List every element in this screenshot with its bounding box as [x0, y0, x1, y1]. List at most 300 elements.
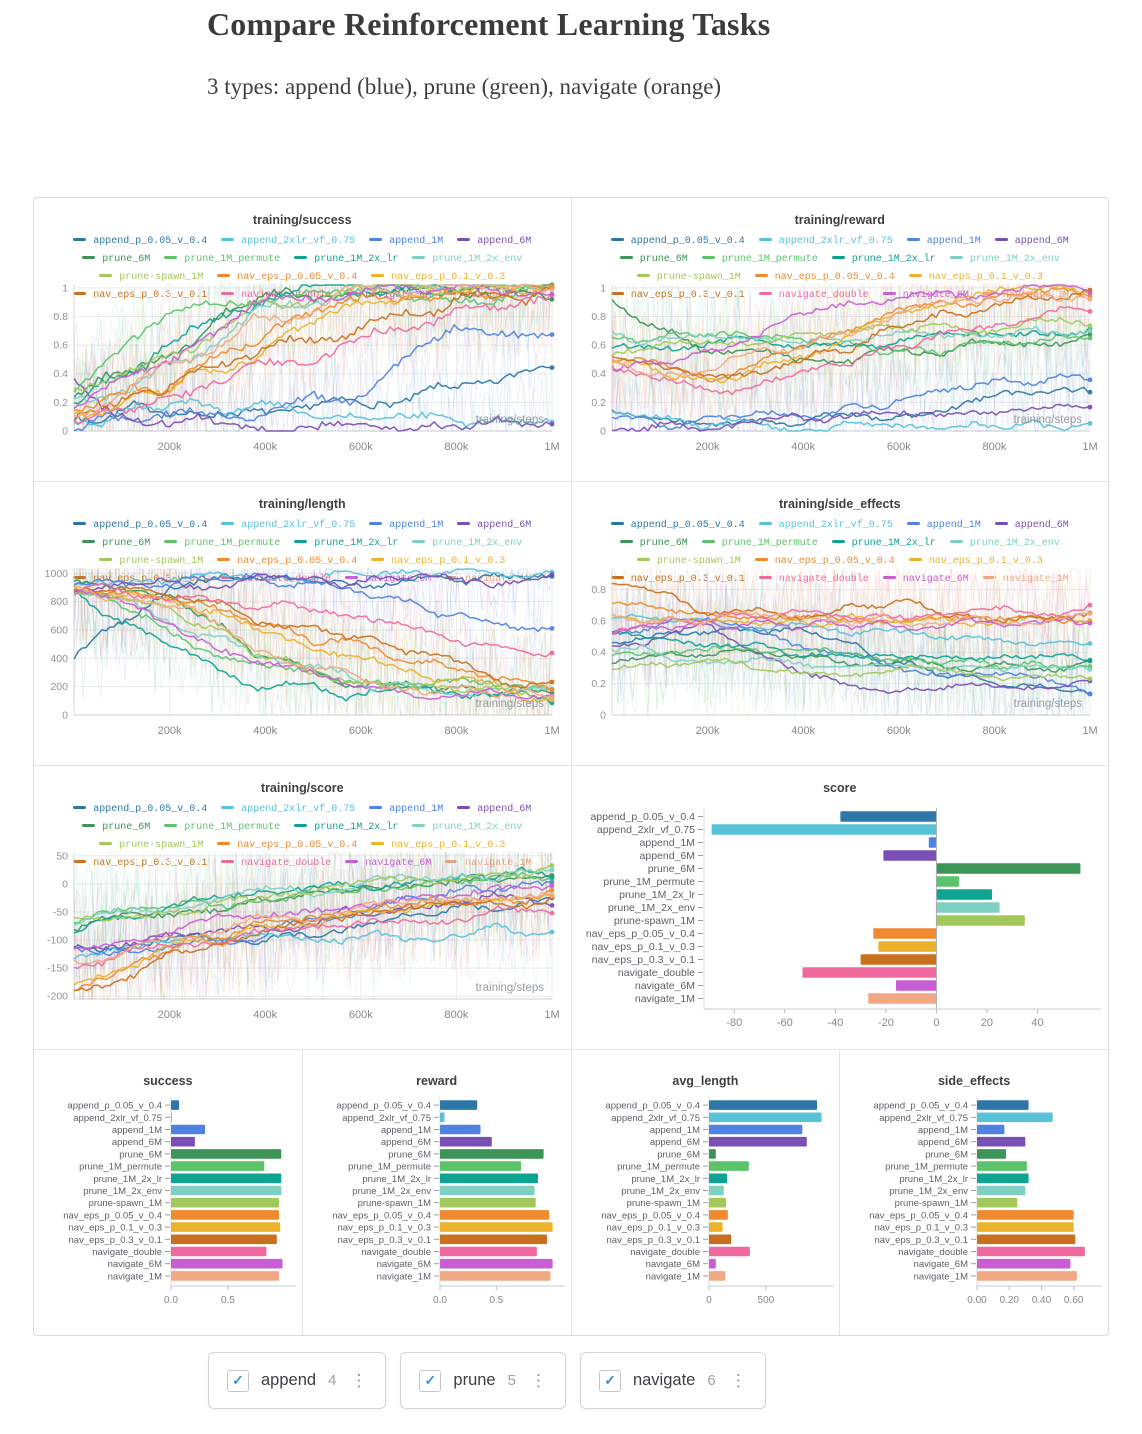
panel-training-length [34, 482, 572, 765]
bar-navigate_double[interactable] [709, 1247, 750, 1257]
bar-append_1M[interactable] [929, 837, 937, 848]
y-tick-label: -150 [47, 962, 69, 975]
legend-run-name: prune_1M_permute [721, 254, 818, 265]
y-tick-label: 1 [599, 282, 606, 295]
bar-append_p_0.05_v_0.4[interactable] [840, 811, 936, 822]
legend-run-name: append_p_0.05_v_0.4 [630, 520, 745, 531]
legend-run-name: nav_eps_p_0.05_v_0.4 [237, 272, 358, 283]
bar-prune_1M_permute[interactable] [440, 1161, 521, 1171]
x-tick-label: 200k [157, 441, 182, 453]
bar-nav_eps_p_0.1_v_0.3[interactable] [709, 1222, 723, 1232]
checkbox-checked-icon[interactable]: ✓ [599, 1370, 621, 1392]
legend-item-prune_1M_permute[interactable] [702, 252, 818, 267]
bar-label-append_2xlr_vf_0.75: append_2xlr_vf_0.75 [610, 1112, 700, 1124]
legend-item-prune_1M_2x_lr[interactable] [294, 536, 398, 551]
bar-nav_eps_p_0.3_v_0.1[interactable] [171, 1235, 277, 1245]
filter-label: navigate [632, 1371, 696, 1389]
legend-run-name: nav_eps_p_0.3_v_0.1 [93, 290, 208, 301]
legend-swatch [99, 558, 112, 561]
legend-swatch [702, 540, 715, 543]
legend-item-prune_6M[interactable] [620, 252, 688, 267]
x-tick-label: 40 [1031, 1017, 1044, 1029]
legend-run-name: prune-spawn_1M [656, 272, 741, 283]
bar-chart-plot[interactable] [37, 1091, 299, 1323]
bar-navigate_1M[interactable] [977, 1271, 1077, 1281]
bar-prune_1M_2x_env[interactable] [709, 1186, 724, 1196]
chart-title: reward [416, 1074, 458, 1088]
page-title: Compare Reinforcement Learning Tasks [207, 6, 771, 42]
x-tick-label: 800k [444, 441, 469, 453]
legend-item-nav_eps_p_0.1_v_0.3[interactable] [371, 838, 505, 853]
bar-label-prune-spawn_1M: prune-spawn_1M [88, 1198, 162, 1210]
bar-label-prune_6M: prune_6M [656, 1149, 700, 1161]
bar-append_6M[interactable] [440, 1137, 492, 1147]
line-end-dot [550, 292, 555, 297]
legend-item-prune_1M_permute[interactable] [702, 536, 818, 551]
legend-item-append_1M[interactable] [369, 518, 443, 533]
line-end-dot [1087, 328, 1092, 333]
bar-prune-spawn_1M[interactable] [440, 1198, 536, 1208]
legend-item-nav_eps_p_0.1_v_0.3[interactable] [371, 270, 505, 285]
line-end-dot [1087, 290, 1092, 295]
bar-prune_1M_2x_lr[interactable] [440, 1174, 538, 1184]
x-tick-label: 1M [544, 441, 560, 453]
bar-navigate_1M[interactable] [171, 1271, 279, 1281]
legend-run-name: prune_6M [102, 822, 151, 833]
bar-nav_eps_p_0.3_v_0.1[interactable] [860, 954, 936, 965]
y-tick-label: 0 [62, 709, 69, 722]
legend-swatch [73, 522, 86, 525]
page-subtitle: 3 types: append (blue), prune (green), navigate (orange) [207, 74, 722, 99]
bar-navigate_double[interactable] [171, 1247, 267, 1257]
x-tick-label: 0.60 [1064, 1295, 1084, 1306]
legend-run-name: navigate_double [241, 290, 332, 301]
bar-label-append_6M: append_6M [649, 1137, 700, 1149]
legend-item-append_1M[interactable] [907, 518, 981, 533]
x-tick-label: 800k [444, 1009, 469, 1021]
bar-prune_1M_2x_lr[interactable] [709, 1174, 727, 1184]
legend-run-name: prune_1M_2x_env [432, 538, 523, 549]
kebab-menu-icon[interactable]: ⋮ [350, 1371, 368, 1390]
legend-swatch [620, 256, 633, 259]
bar-append_1M[interactable] [440, 1125, 481, 1135]
bar-prune-spawn_1M[interactable] [171, 1198, 279, 1208]
bar-append_p_0.05_v_0.4[interactable] [440, 1100, 477, 1110]
x-tick-label: 400k [253, 441, 278, 453]
bar-nav_eps_p_0.3_v_0.1[interactable] [977, 1235, 1075, 1245]
bar-label-append_2xlr_vf_0.75: append_2xlr_vf_0.75 [879, 1112, 969, 1124]
bar-append_p_0.05_v_0.4[interactable] [977, 1100, 1029, 1110]
legend-swatch [457, 238, 470, 241]
legend-swatch [620, 540, 633, 543]
y-tick-label: 0.4 [591, 368, 606, 381]
bar-nav_eps_p_0.1_v_0.3[interactable] [977, 1222, 1074, 1232]
legend-run-name: prune_1M_2x_env [432, 254, 523, 265]
bar-prune_1M_2x_env[interactable] [936, 902, 999, 913]
bar-navigate_double[interactable] [802, 967, 936, 978]
run-group-filters [208, 1352, 766, 1409]
legend-item-append_2xlr_vf_0.75[interactable] [221, 802, 355, 817]
x-tick-label: 20 [980, 1017, 993, 1029]
bar-prune_1M_permute[interactable] [171, 1161, 264, 1171]
legend-swatch [369, 806, 382, 809]
legend-item-nav_eps_p_0.05_v_0.4[interactable] [755, 554, 895, 569]
bar-label-nav_eps_p_0.3_v_0.1: nav_eps_p_0.3_v_0.1 [874, 1234, 969, 1246]
legend-item-append_2xlr_vf_0.75[interactable] [759, 518, 893, 533]
legend-run-name: append_p_0.05_v_0.4 [630, 236, 745, 247]
legend-item-nav_eps_p_0.1_v_0.3[interactable] [909, 554, 1043, 569]
bar-prune_6M[interactable] [936, 863, 1080, 874]
line-end-dot [550, 365, 555, 370]
line-end-dot [1087, 297, 1092, 302]
line-end-dot [550, 893, 555, 898]
bar-label-navigate_6M: navigate_6M [376, 1259, 431, 1271]
bar-label-nav_eps_p_0.05_v_0.4: nav_eps_p_0.05_v_0.4 [63, 1210, 162, 1222]
bar-prune_1M_2x_env[interactable] [977, 1186, 1025, 1196]
legend-run-name: prune-spawn_1M [119, 556, 204, 567]
legend-run-name: nav_eps_p_0.3_v_0.1 [630, 574, 745, 585]
legend-item-nav_eps_p_0.3_v_0.1[interactable] [73, 856, 207, 871]
line-end-dot [550, 911, 555, 916]
y-tick-label: 0 [62, 878, 69, 891]
bar-prune_1M_permute[interactable] [977, 1161, 1027, 1171]
bar-label-prune_1M_permute: prune_1M_permute [603, 876, 695, 888]
panel-training-success [34, 198, 572, 481]
bar-label-prune_1M_2x_lr: prune_1M_2x_lr [362, 1173, 431, 1185]
bar-label-nav_eps_p_0.3_v_0.1: nav_eps_p_0.3_v_0.1 [606, 1234, 700, 1246]
line-chart-plot[interactable] [575, 565, 1106, 741]
legend-item-prune-spawn_1M[interactable] [637, 270, 741, 285]
bar-prune_6M[interactable] [709, 1149, 716, 1159]
line-chart-plot[interactable] [37, 565, 568, 741]
y-tick-label: 0.6 [53, 339, 69, 352]
bar-label-prune_1M_permute: prune_1M_permute [79, 1161, 162, 1173]
legend-item-append_2xlr_vf_0.75[interactable] [221, 234, 355, 249]
y-tick-label: 800 [50, 596, 69, 609]
bar-prune_1M_2x_lr[interactable] [171, 1174, 281, 1184]
bar-append_6M[interactable] [883, 850, 936, 861]
legend-item-nav_eps_p_0.05_v_0.4[interactable] [755, 270, 895, 285]
bar-label-nav_eps_p_0.05_v_0.4: nav_eps_p_0.05_v_0.4 [331, 1210, 431, 1222]
line-chart-plot[interactable] [37, 849, 568, 1025]
kebab-menu-icon[interactable]: ⋮ [529, 1371, 547, 1390]
legend-item-prune-spawn_1M[interactable] [99, 270, 203, 285]
legend-swatch [294, 824, 307, 827]
bar-append_1M[interactable] [171, 1125, 205, 1135]
legend-item-prune_1M_2x_lr[interactable] [294, 252, 398, 267]
legend-swatch [371, 842, 384, 845]
bar-append_6M[interactable] [171, 1137, 195, 1147]
legend-item-prune-spawn_1M[interactable] [99, 554, 203, 569]
legend-item-prune_6M[interactable] [620, 536, 688, 551]
bar-chart-plot[interactable] [843, 1091, 1105, 1323]
legend-item-nav_eps_p_0.05_v_0.4[interactable] [217, 554, 357, 569]
legend-item-prune_6M[interactable] [82, 536, 150, 551]
bar-navigate_1M[interactable] [709, 1271, 726, 1281]
bar-nav_eps_p_0.05_v_0.4[interactable] [977, 1210, 1074, 1220]
legend-item-prune_1M_2x_lr[interactable] [832, 536, 936, 551]
legend-item-append_2xlr_vf_0.75[interactable] [221, 518, 355, 533]
x-tick-label: 600k [886, 441, 911, 453]
bar-nav_eps_p_0.1_v_0.3[interactable] [171, 1222, 280, 1232]
x-tick-label: 200k [695, 441, 720, 453]
bar-chart-plot[interactable] [575, 1091, 837, 1323]
legend-swatch [221, 522, 234, 525]
bar-navigate_6M[interactable] [171, 1259, 283, 1269]
bar-nav_eps_p_0.3_v_0.1[interactable] [440, 1235, 547, 1245]
bar-label-append_6M: append_6M [111, 1137, 162, 1149]
legend-item-prune-spawn_1M[interactable] [637, 554, 741, 569]
x-tick-label: 800k [982, 441, 1007, 453]
x-tick-label: 200k [157, 1009, 182, 1021]
chart-title: training/reward [794, 213, 885, 227]
bar-label-append_6M: append_6M [918, 1137, 969, 1149]
bar-navigate_6M[interactable] [977, 1259, 1070, 1269]
legend-item-append_6M[interactable] [457, 234, 531, 249]
panel-row-2 [34, 482, 1108, 766]
legend-run-name: append_2xlr_vf_0.75 [241, 236, 356, 247]
bar-prune_1M_permute[interactable] [936, 876, 959, 887]
legend-item-append_6M[interactable] [995, 234, 1069, 249]
legend-swatch [294, 256, 307, 259]
bar-nav_eps_p_0.05_v_0.4[interactable] [171, 1210, 279, 1220]
bar-label-nav_eps_p_0.3_v_0.1: nav_eps_p_0.3_v_0.1 [68, 1234, 162, 1246]
bar-append_6M[interactable] [709, 1137, 807, 1147]
legend-item-prune_1M_permute[interactable] [164, 252, 280, 267]
line-end-dot [1087, 336, 1092, 341]
bar-nav_eps_p_0.1_v_0.3[interactable] [440, 1222, 553, 1232]
x-tick-label: 1M [544, 725, 560, 737]
legend-run-name: prune_1M_permute [184, 254, 281, 265]
legend-item-append_1M[interactable] [369, 802, 443, 817]
legend-run-name: prune_1M_2x_lr [314, 822, 399, 833]
legend-item-nav_eps_p_0.1_v_0.3[interactable] [909, 270, 1043, 285]
bar-label-prune-spawn_1M: prune-spawn_1M [626, 1198, 700, 1210]
legend-item-prune_1M_permute[interactable] [164, 536, 280, 551]
legend-run-name: prune-spawn_1M [119, 272, 204, 283]
legend-swatch [611, 238, 624, 241]
y-tick-label: 1 [62, 282, 69, 295]
legend-item-append_p_0.05_v_0.4[interactable] [611, 234, 745, 249]
bar-navigate_double[interactable] [440, 1247, 537, 1257]
kebab-menu-icon[interactable]: ⋮ [729, 1371, 747, 1390]
legend-swatch [995, 238, 1008, 241]
bar-append_2xlr_vf_0.75[interactable] [977, 1113, 1053, 1123]
legend-item-prune_1M_2x_env[interactable] [950, 536, 1060, 551]
legend-item-append_6M[interactable] [457, 802, 531, 817]
x-tick-label: -60 [776, 1017, 793, 1029]
bar-prune-spawn_1M[interactable] [709, 1198, 726, 1208]
legend-swatch [759, 292, 772, 295]
x-tick-label: -40 [827, 1017, 844, 1029]
bar-navigate_double[interactable] [977, 1247, 1085, 1257]
bar-label-append_p_0.05_v_0.4: append_p_0.05_v_0.4 [336, 1100, 431, 1112]
y-tick-label: 0 [62, 425, 69, 438]
x-tick-label: -20 [877, 1017, 894, 1029]
panel-avg-length-bar [572, 1050, 841, 1335]
legend-swatch [759, 522, 772, 525]
bar-prune_1M_2x_lr[interactable] [977, 1174, 1029, 1184]
bar-nav_eps_p_0.1_v_0.3[interactable] [878, 941, 936, 952]
panel-reward-bar [303, 1050, 572, 1335]
bar-prune_1M_2x_lr[interactable] [936, 889, 992, 900]
x-tick-label: 800k [982, 725, 1007, 737]
x-tick-label: 600k [349, 725, 373, 737]
bar-nav_eps_p_0.05_v_0.4[interactable] [709, 1210, 728, 1220]
x-tick-label: 200k [157, 725, 182, 737]
legend-item-prune_6M[interactable] [82, 820, 150, 835]
bar-append_1M[interactable] [709, 1125, 802, 1135]
bar-nav_eps_p_0.3_v_0.1[interactable] [709, 1235, 731, 1245]
bar-label-navigate_double: navigate_double [92, 1247, 162, 1258]
legend-item-append_6M[interactable] [457, 518, 531, 533]
x-tick-label: 400k [253, 1009, 278, 1021]
legend-run-name: prune_6M [102, 538, 151, 549]
legend-item-append_1M[interactable] [369, 234, 443, 249]
legend-run-name: navigate_6M [365, 290, 432, 301]
bar-label-prune-spawn_1M: prune-spawn_1M [357, 1198, 431, 1210]
bar-append_p_0.05_v_0.4[interactable] [171, 1100, 179, 1110]
filter-chip-prune[interactable] [400, 1352, 566, 1409]
bar-prune_1M_2x_env[interactable] [440, 1186, 535, 1196]
legend-swatch [755, 274, 768, 277]
line-end-dot [550, 287, 555, 292]
legend-run-name: prune_1M_2x_lr [851, 254, 936, 265]
legend-item-prune_1M_2x_lr[interactable] [832, 252, 936, 267]
x-tick-label: 0 [705, 1295, 712, 1306]
bar-navigate_6M[interactable] [440, 1259, 553, 1269]
legend-run-name: append_6M [477, 804, 532, 815]
legend-item-prune_1M_2x_env[interactable] [412, 820, 522, 835]
legend-swatch [217, 274, 230, 277]
x-tick-label: 500 [757, 1295, 774, 1306]
legend-swatch [217, 842, 230, 845]
bar-label-append_6M: append_6M [380, 1137, 431, 1149]
line-end-dot [550, 875, 555, 880]
x-tick-label: 600k [349, 1009, 373, 1021]
bar-append_2xlr_vf_0.75[interactable] [709, 1113, 822, 1123]
legend-swatch [73, 806, 86, 809]
bar-label-nav_eps_p_0.1_v_0.3: nav_eps_p_0.1_v_0.3 [68, 1222, 162, 1234]
bar-prune-spawn_1M[interactable] [977, 1198, 1017, 1208]
bar-append_6M[interactable] [977, 1137, 1025, 1147]
legend-swatch [759, 238, 772, 241]
bar-label-nav_eps_p_0.1_v_0.3: nav_eps_p_0.1_v_0.3 [337, 1222, 431, 1234]
bar-append_2xlr_vf_0.75[interactable] [440, 1113, 445, 1123]
x-tick-label: 800k [444, 725, 469, 737]
bar-chart-plot[interactable] [575, 798, 1106, 1038]
legend-run-name: append_2xlr_vf_0.75 [241, 804, 356, 815]
y-tick-label: 200 [50, 681, 69, 694]
legend-run-name: prune_1M_2x_lr [314, 538, 399, 549]
checkbox-checked-icon[interactable]: ✓ [419, 1370, 441, 1392]
filter-chip-navigate[interactable] [580, 1352, 766, 1409]
legend-run-name: nav_eps_p_0.1_v_0.3 [391, 556, 506, 567]
legend-run-name: nav_eps_p_0.1_v_0.3 [928, 272, 1043, 283]
bar-navigate_6M[interactable] [709, 1259, 716, 1269]
legend-item-append_p_0.05_v_0.4[interactable] [73, 518, 207, 533]
line-end-dot [550, 297, 555, 302]
legend-item-append_p_0.05_v_0.4[interactable] [73, 802, 207, 817]
legend-swatch [294, 540, 307, 543]
legend-item-append_2xlr_vf_0.75[interactable] [759, 234, 893, 249]
legend-run-name: navigate_6M [365, 574, 432, 585]
x-tick-label: 0.00 [967, 1295, 987, 1306]
line-end-dot [1087, 621, 1092, 626]
line-end-dot [1087, 691, 1092, 696]
legend-item-prune-spawn_1M[interactable] [99, 838, 203, 853]
bar-label-nav_eps_p_0.05_v_0.4: nav_eps_p_0.05_v_0.4 [585, 928, 695, 940]
legend-item-prune_1M_2x_env[interactable] [412, 252, 522, 267]
bar-prune_6M[interactable] [171, 1149, 281, 1159]
line-end-dot [550, 930, 555, 935]
legend-item-prune_1M_2x_env[interactable] [412, 536, 522, 551]
checkbox-checked-icon[interactable]: ✓ [227, 1370, 249, 1392]
bar-navigate_6M[interactable] [896, 980, 936, 991]
bar-append_1M[interactable] [977, 1125, 1004, 1135]
bar-label-prune_1M_2x_env: prune_1M_2x_env [620, 1186, 700, 1197]
bar-prune_6M[interactable] [440, 1149, 544, 1159]
legend-run-name: navigate_6M [902, 290, 969, 301]
bar-label-prune-spawn_1M: prune-spawn_1M [894, 1198, 969, 1210]
line-end-dot [550, 863, 555, 868]
bar-navigate_1M[interactable] [440, 1271, 550, 1281]
bar-prune_1M_2x_env[interactable] [171, 1186, 281, 1196]
bar-label-append_p_0.05_v_0.4: append_p_0.05_v_0.4 [590, 811, 695, 823]
legend-item-append_1M[interactable] [907, 234, 981, 249]
bar-chart-plot[interactable] [306, 1091, 568, 1323]
bar-nav_eps_p_0.05_v_0.4[interactable] [440, 1210, 549, 1220]
legend-item-prune_1M_2x_env[interactable] [950, 252, 1060, 267]
bar-append_p_0.05_v_0.4[interactable] [709, 1100, 817, 1110]
legend-item-append_6M[interactable] [995, 518, 1069, 533]
bar-prune_6M[interactable] [977, 1149, 1006, 1159]
legend-swatch [637, 274, 650, 277]
bar-append_2xlr_vf_0.75[interactable] [711, 824, 936, 835]
filter-label: prune [453, 1371, 496, 1389]
y-tick-label: 0 [599, 709, 606, 722]
legend-item-prune_1M_2x_lr[interactable] [294, 820, 398, 835]
legend-item-prune_6M[interactable] [82, 252, 150, 267]
bar-nav_eps_p_0.05_v_0.4[interactable] [873, 928, 936, 939]
bar-append_2xlr_vf_0.75[interactable] [171, 1113, 172, 1123]
bar-label-nav_eps_p_0.1_v_0.3: nav_eps_p_0.1_v_0.3 [606, 1222, 700, 1234]
legend-run-name: nav_eps_p_0.3_v_0.1 [93, 574, 208, 585]
legend-item-nav_eps_p_0.05_v_0.4[interactable] [217, 270, 357, 285]
filter-chip-append[interactable] [208, 1352, 386, 1409]
bar-label-prune_1M_permute: prune_1M_permute [347, 1161, 431, 1173]
legend-item-nav_eps_p_0.05_v_0.4[interactable] [217, 838, 357, 853]
bar-prune-spawn_1M[interactable] [936, 915, 1024, 926]
bar-navigate_1M[interactable] [868, 993, 936, 1004]
legend-item-nav_eps_p_0.1_v_0.3[interactable] [371, 554, 505, 569]
legend-run-name: prune-spawn_1M [656, 556, 741, 567]
legend-item-append_p_0.05_v_0.4[interactable] [73, 234, 207, 249]
panel-side-effects-bar [840, 1050, 1108, 1335]
line-end-dot [1087, 323, 1092, 328]
line-chart-plot[interactable] [575, 281, 1106, 457]
bar-label-navigate_6M: navigate_6M [913, 1259, 969, 1271]
legend-item-append_p_0.05_v_0.4[interactable] [611, 518, 745, 533]
legend-swatch [73, 238, 86, 241]
filter-count: 4 [328, 1372, 337, 1389]
legend-item-prune_1M_permute[interactable] [164, 820, 280, 835]
legend-run-name: append_p_0.05_v_0.4 [93, 804, 208, 815]
panel-training-side-effects [572, 482, 1109, 765]
bar-prune_1M_permute[interactable] [709, 1161, 749, 1171]
legend-swatch [755, 558, 768, 561]
line-chart-plot[interactable] [37, 281, 568, 457]
